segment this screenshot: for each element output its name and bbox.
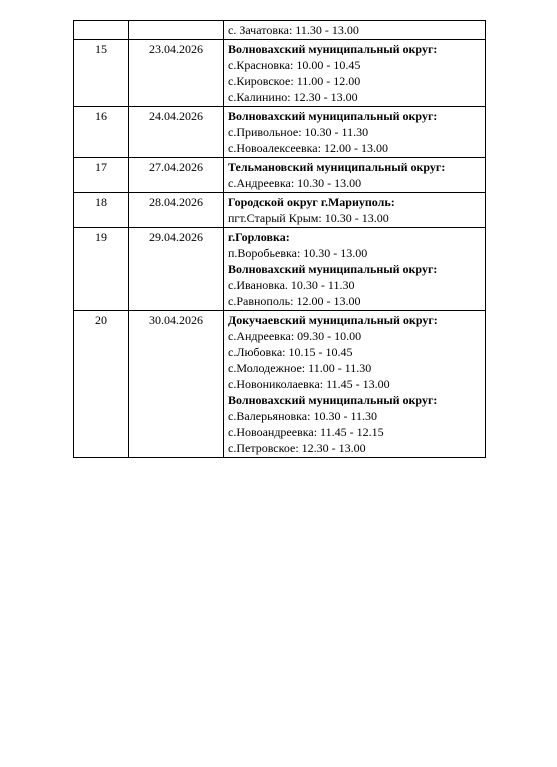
row-number: 20 — [74, 311, 129, 458]
table-row — [74, 228, 486, 311]
location-time: с.Новоалексеевка: 12.00 - 13.00 — [228, 141, 388, 155]
location-time: п.Воробьевка: 10.30 - 13.00 — [228, 246, 368, 260]
location-time: с.Валерьяновка: 10.30 - 11.30 — [228, 409, 378, 423]
location-time: с.Привольное: 10.30 - 11.30 — [228, 125, 369, 139]
location-time: с.Любовка: 10.15 - 10.45 — [228, 345, 353, 359]
district-heading: Волновахский муниципальный округ: — [228, 42, 438, 56]
row-date: 23.04.2026 — [129, 40, 224, 107]
location-time: пгт.Старый Крым: 10.30 - 13.00 — [228, 211, 389, 225]
location-time: с.Петровское: 12.30 - 13.00 — [228, 441, 366, 455]
row-number: 18 — [74, 193, 129, 228]
location-time: с.Кировское: 11.00 - 12.00 — [228, 74, 361, 88]
table-row — [74, 21, 486, 40]
row-number: 19 — [74, 228, 129, 311]
location-time: с. Зачатовка: 11.30 - 13.00 — [228, 23, 359, 37]
location-time: с.Равнополь: 12.00 - 13.00 — [228, 294, 361, 308]
row-date — [129, 21, 224, 40]
location-time: с.Ивановка. 10.30 - 11.30 — [228, 278, 355, 292]
schedule-table — [73, 20, 486, 458]
row-number: 16 — [74, 107, 129, 158]
row-locations — [224, 228, 486, 311]
row-number — [74, 21, 129, 40]
district-heading: Волновахский муниципальный округ: — [228, 393, 438, 407]
row-date: 27.04.2026 — [129, 158, 224, 193]
table-row — [74, 193, 486, 228]
district-heading: Волновахский муниципальный округ: — [228, 262, 438, 276]
schedule-body — [74, 21, 486, 458]
row-locations — [224, 193, 486, 228]
row-date: 28.04.2026 — [129, 193, 224, 228]
table-row — [74, 311, 486, 458]
location-time: с.Калинино: 12.30 - 13.00 — [228, 90, 358, 104]
location-time: с.Красновка: 10.00 - 10.45 — [228, 58, 361, 72]
table-row — [74, 107, 486, 158]
district-heading: Тельмановский муниципальный округ: — [228, 160, 446, 174]
row-date: 29.04.2026 — [129, 228, 224, 311]
row-number: 17 — [74, 158, 129, 193]
table-row — [74, 158, 486, 193]
location-time: с.Молодежное: 11.00 - 11.30 — [228, 361, 372, 375]
table-row — [74, 40, 486, 107]
location-time: с.Новоандреевка: 11.45 - 12.15 — [228, 425, 384, 439]
row-date: 30.04.2026 — [129, 311, 224, 458]
row-number: 15 — [74, 40, 129, 107]
district-heading: Докучаевский муниципальный округ: — [228, 313, 438, 327]
row-locations — [224, 21, 486, 40]
location-time: с.Новониколаевка: 11.45 - 13.00 — [228, 377, 390, 391]
location-time: с.Андреевка: 09.30 - 10.00 — [228, 329, 362, 343]
row-locations — [224, 158, 486, 193]
row-locations — [224, 107, 486, 158]
row-locations — [224, 40, 486, 107]
district-heading: Городской округ г.Мариуполь: — [228, 195, 395, 209]
row-locations — [224, 311, 486, 458]
district-heading: г.Горловка: — [228, 230, 290, 244]
district-heading: Волновахский муниципальный округ: — [228, 109, 438, 123]
location-time: с.Андреевка: 10.30 - 13.00 — [228, 176, 362, 190]
row-date: 24.04.2026 — [129, 107, 224, 158]
